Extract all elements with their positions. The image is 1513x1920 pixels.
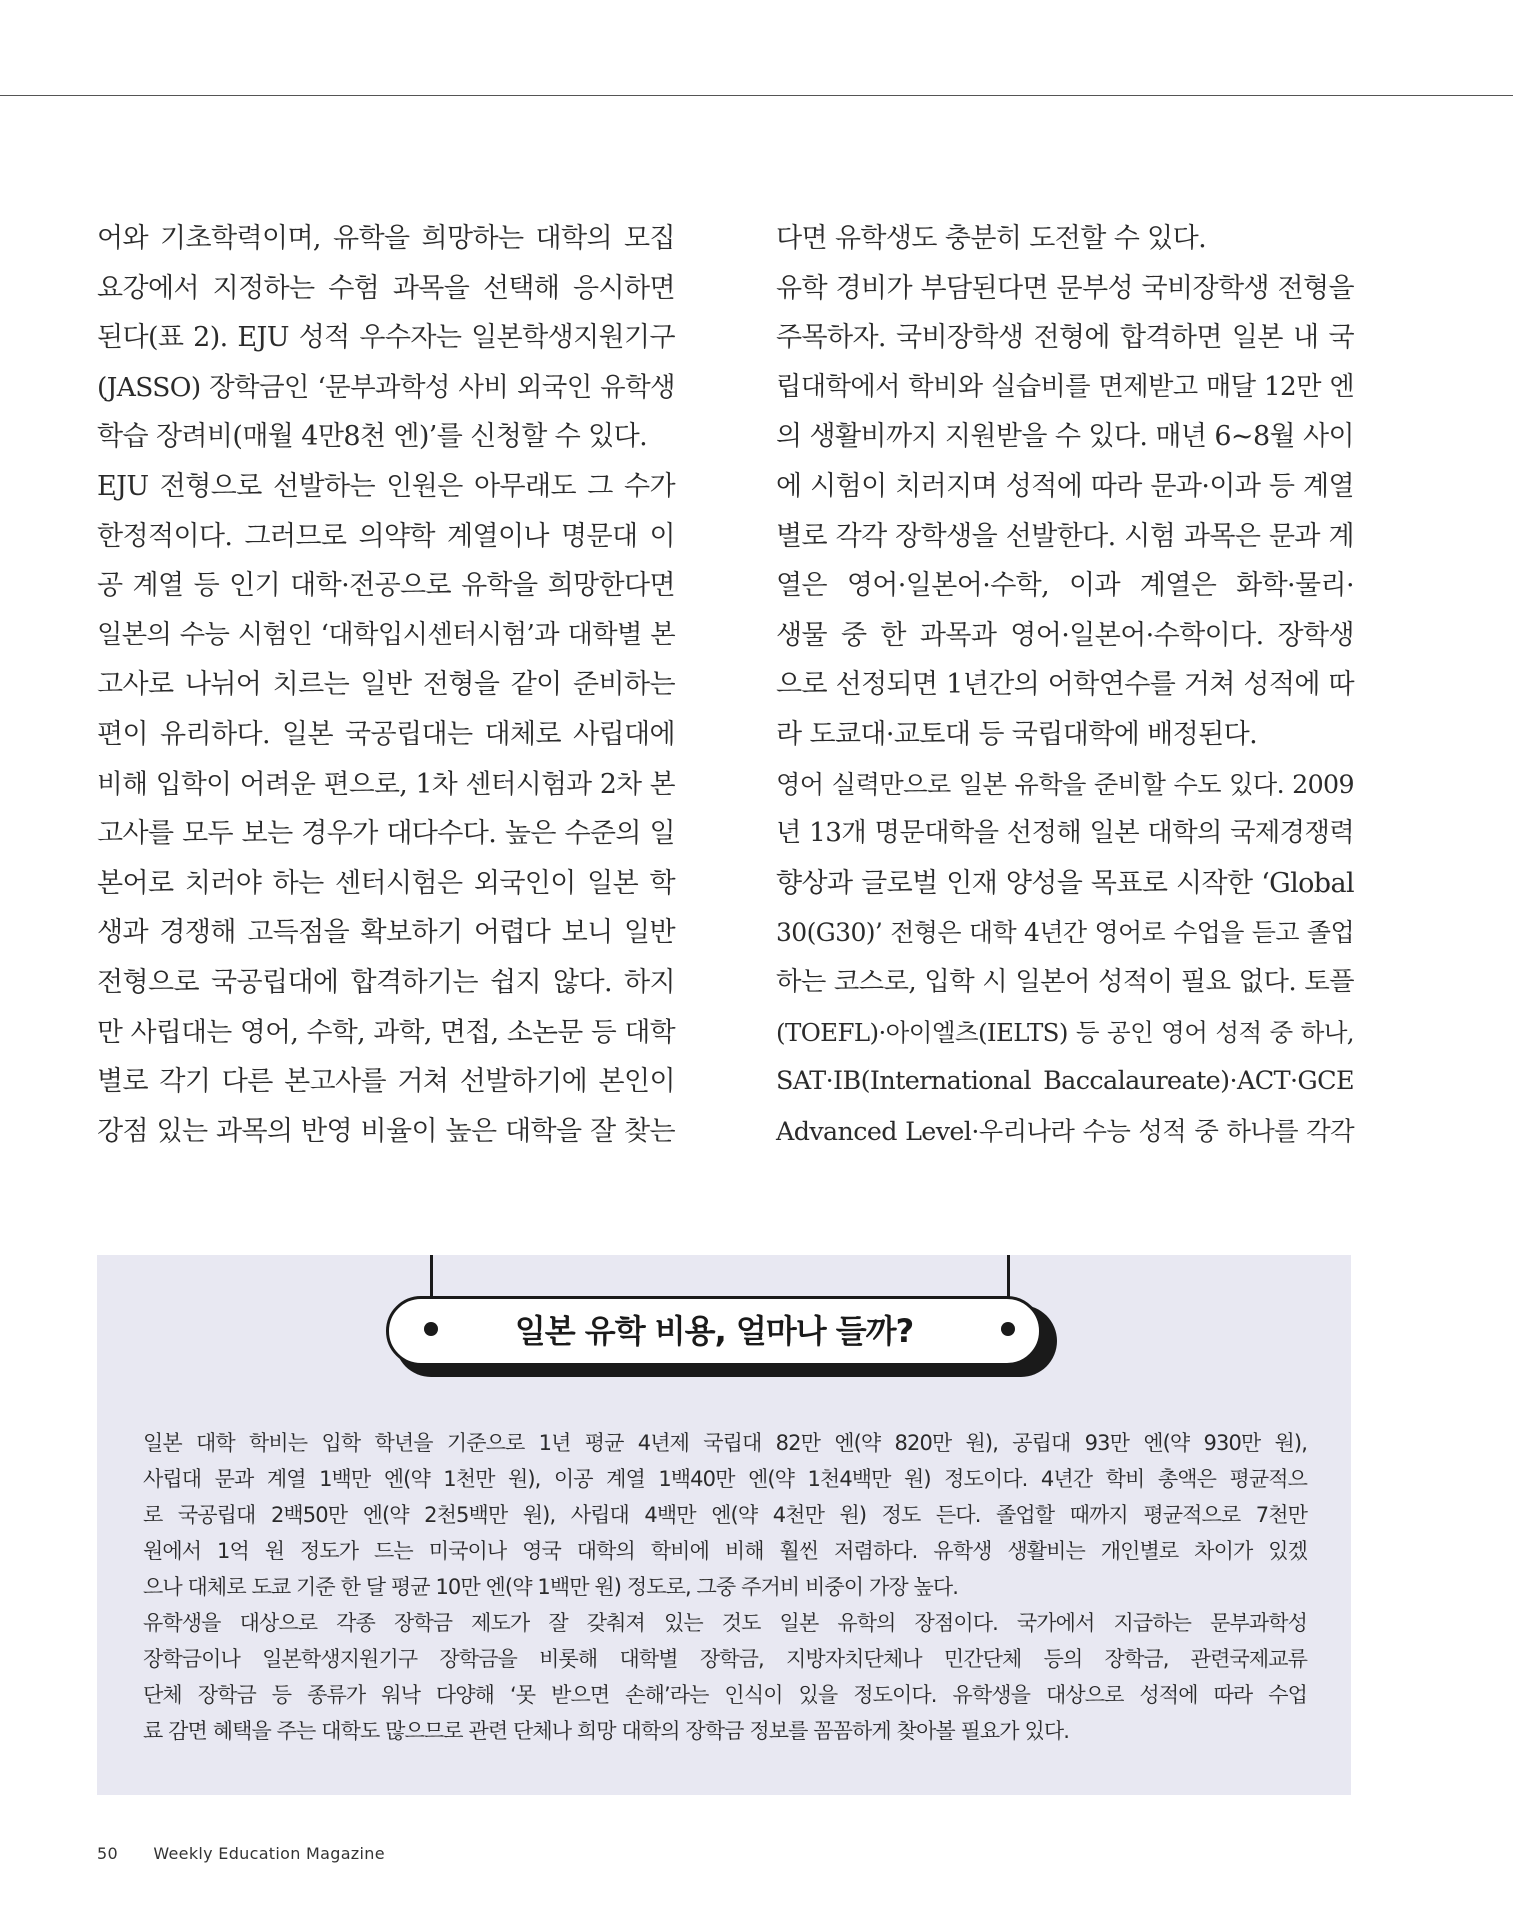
body-line: 별로 각기 다른 본고사를 거쳐 선발하기에 본인이 xyxy=(97,1066,675,1098)
body-line: 고사를 모두 보는 경우가 대다수다. 높은 수준의 일 xyxy=(97,818,675,850)
body-line: 공 계열 등 인기 대학·전공으로 유학을 희망한다면 xyxy=(97,570,675,602)
left-text-column xyxy=(97,214,675,1156)
body-line: Advanced Level·우리나라 수능 성적 중 하나를 각각 xyxy=(776,1115,1354,1146)
body-line: 으로 선정되면 1년간의 어학연수를 거쳐 성적에 따 xyxy=(776,669,1354,701)
body-line: EJU 전형으로 선발하는 인원은 아무래도 그 수가 xyxy=(97,470,675,502)
page-footer xyxy=(97,1844,385,1863)
sidebar-line: 으나 대체로 도쿄 기준 한 달 평균 10만 엔(약 1백만 원) 정도로, 그중 주거비 비중이 가장 높다. xyxy=(143,1575,959,1599)
sidebar-line: 유학생을 대상으로 각종 장학금 제도가 잘 갖춰져 있는 것도 일본 유학의 장점이다. 국가에서 지급하는 문부과학성 xyxy=(143,1611,1307,1635)
sidebar-line: 장학금이나 일본학생지원기구 장학금을 비롯해 대학별 장학금, 지방자치단체나 민간단체 등의 장학금, 관련국제교류 xyxy=(143,1647,1307,1671)
publication-name: Weekly Education Magazine xyxy=(153,1844,385,1863)
body-line: SAT·IB(International Baccalaureate)·ACT·GCE xyxy=(776,1066,1354,1097)
body-line: 요강에서 지정하는 수험 과목을 선택해 응시하면 xyxy=(97,272,675,304)
body-line: 유학 경비가 부담된다면 문부성 국비장학생 전형을 xyxy=(776,272,1354,304)
sidebar-body-text xyxy=(143,1425,1307,1749)
body-line: 향상과 글로벌 인재 양성을 목표로 시작한 ‘Global xyxy=(776,867,1354,899)
body-line: 주목하자. 국비장학생 전형에 합격하면 일본 내 국 xyxy=(776,322,1354,354)
body-line: 생과 경쟁해 고득점을 확보하기 어렵다 보니 일반 xyxy=(97,917,675,949)
body-line: 영어 실력만으로 일본 유학을 준비할 수도 있다. 2009 xyxy=(776,769,1354,799)
sidebar-line: 료 감면 혜택을 주는 대학도 많으므로 관련 단체나 희망 대학의 장학금 정보를 꼼꼼하게 찾아볼 필요가 있다. xyxy=(143,1719,1069,1743)
body-line: 의 생활비까지 지원받을 수 있다. 매년 6~8월 사이 xyxy=(776,421,1354,453)
page-number: 50 xyxy=(97,1844,118,1863)
sidebar-title: 일본 유학 비용, 얼마나 들까? xyxy=(514,1312,914,1350)
body-line: 열은 영어·일본어·수학, 이과 계열은 화학·물리· xyxy=(776,570,1354,602)
sidebar-line: 단체 장학금 등 종류가 워낙 다양해 ‘못 받으면 손해’라는 인식이 있을 정도이다. 유학생을 대상으로 성적에 따라 수업 xyxy=(143,1683,1307,1707)
body-line: 라 도쿄대·교토대 등 국립대학에 배정된다. xyxy=(776,718,1258,750)
body-line: 학습 장려비(매월 4만8천 엔)’를 신청할 수 있다. xyxy=(97,421,648,453)
body-line: 다면 유학생도 충분히 도전할 수 있다. xyxy=(776,223,1207,254)
body-line: 립대학에서 학비와 실습비를 면제받고 매달 12만 엔 xyxy=(776,371,1354,402)
body-line: 비해 입학이 어려운 편으로, 1차 센터시험과 2차 본 xyxy=(97,768,675,800)
sidebar-line: 로 국공립대 2백50만 엔(약 2천5백만 원), 사립대 4백만 엔(약 4천만 원) 정도 든다. 졸업할 때까지 평균적으로 7천만 xyxy=(143,1503,1307,1527)
right-text-column xyxy=(776,214,1354,1156)
body-line: 된다(표 2). EJU 성적 우수자는 일본학생지원기구 xyxy=(97,322,675,354)
body-line: 에 시험이 치러지며 성적에 따라 문과·이과 등 계열 xyxy=(776,470,1354,502)
body-line: 본어로 치러야 하는 센터시험은 외국인이 일본 학 xyxy=(97,867,675,899)
body-line: 30(G30)’ 전형은 대학 4년간 영어로 수업을 듣고 졸업 xyxy=(776,918,1354,948)
sidebar-line: 원에서 1억 원 정도가 드는 미국이나 영국 대학의 학비에 비해 훨씬 저렴하다. 유학생 생활비는 개인별로 차이가 있겠 xyxy=(143,1539,1307,1563)
sidebar-line: 사립대 문과 계열 1백만 엔(약 1천만 원), 이공 계열 1백40만 엔(약 1천4백만 원) 정도이다. 4년간 학비 총액은 평균적으 xyxy=(143,1467,1307,1491)
sidebar-line: 일본 대학 학비는 입학 학년을 기준으로 1년 평균 4년제 국립대 82만 엔(약 820만 원), 공립대 93만 엔(약 930만 원), xyxy=(143,1431,1307,1455)
body-line: (TOEFL)·아이엘츠(IELTS) 등 공인 영어 성적 중 하나, xyxy=(776,1017,1354,1047)
body-line: 생물 중 한 과목과 영어·일본어·수학이다. 장학생 xyxy=(776,619,1354,651)
body-line: 별로 각각 장학생을 선발한다. 시험 과목은 문과 계 xyxy=(776,520,1354,552)
body-line: 하는 코스로, 입학 시 일본어 성적이 필요 없다. 토플 xyxy=(776,966,1354,997)
body-line: 한정적이다. 그러므로 의약학 계열이나 명문대 이 xyxy=(97,520,675,552)
body-line: (JASSO) 장학금인 ‘문부과학성 사비 외국인 유학생 xyxy=(97,371,675,403)
body-line: 년 13개 명문대학을 선정해 일본 대학의 국제경쟁력 xyxy=(776,818,1354,849)
body-line: 일본의 수능 시험인 ‘대학입시센터시험’과 대학별 본 xyxy=(97,619,675,650)
body-line: 만 사립대는 영어, 수학, 과학, 면접, 소논문 등 대학 xyxy=(97,1016,675,1048)
body-line: 편이 유리하다. 일본 국공립대는 대체로 사립대에 xyxy=(97,718,675,750)
top-divider xyxy=(0,95,1513,96)
body-line: 고사로 나뉘어 치르는 일반 전형을 같이 준비하는 xyxy=(97,669,675,701)
body-line: 전형으로 국공립대에 합격하기는 쉽지 않다. 하지 xyxy=(97,966,675,998)
body-line: 강점 있는 과목의 반영 비율이 높은 대학을 잘 찾는 xyxy=(97,1115,675,1147)
body-line: 어와 기초학력이며, 유학을 희망하는 대학의 모집 xyxy=(97,223,675,254)
